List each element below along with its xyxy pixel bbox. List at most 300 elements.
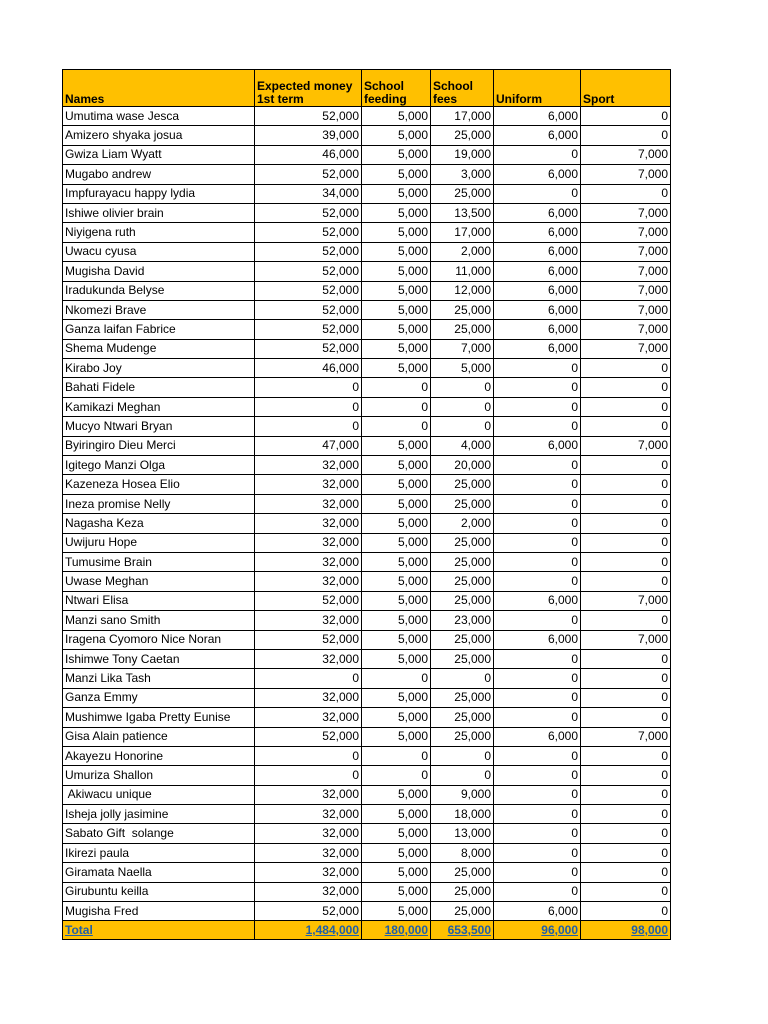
uniform-cell[interactable]: 6,000 [494, 281, 581, 300]
name-cell[interactable]: Umutima wase Jesca [63, 107, 255, 126]
sport-cell[interactable]: 0 [581, 475, 671, 494]
school-fees-cell[interactable]: 25,000 [431, 300, 494, 319]
school-feeding-cell[interactable]: 5,000 [362, 611, 431, 630]
table-row [63, 688, 671, 707]
expected-money-cell[interactable]: 32,000 [255, 533, 362, 552]
uniform-cell[interactable]: 0 [494, 824, 581, 843]
school-fees-cell[interactable]: 2,000 [431, 242, 494, 261]
name-cell[interactable]: Mugisha Fred [63, 902, 255, 921]
sport-cell[interactable]: 0 [581, 378, 671, 397]
school-fees-cell[interactable]: 18,000 [431, 805, 494, 824]
uniform-cell[interactable]: 6,000 [494, 165, 581, 184]
expected-money-cell[interactable]: 32,000 [255, 708, 362, 727]
name-cell[interactable]: Manzi sano Smith [63, 611, 255, 630]
name-cell[interactable]: Mucyo Ntwari Bryan [63, 417, 255, 436]
sport-cell[interactable]: 0 [581, 708, 671, 727]
sport-cell[interactable]: 7,000 [581, 591, 671, 610]
name-cell[interactable]: Ineza promise Nelly [63, 494, 255, 513]
sport-cell[interactable]: 7,000 [581, 281, 671, 300]
school-feeding-cell[interactable]: 5,000 [362, 494, 431, 513]
table-row [63, 494, 671, 513]
name-cell[interactable]: Kazeneza Hosea Elio [63, 475, 255, 494]
sport-cell[interactable]: 0 [581, 824, 671, 843]
total-fees-link[interactable]: 653,500 [447, 922, 491, 937]
expected-money-cell[interactable]: 52,000 [255, 320, 362, 339]
sport-cell[interactable]: 7,000 [581, 203, 671, 222]
name-cell[interactable]: Ikirezi paula [63, 843, 255, 862]
table-row [63, 107, 671, 126]
school-feeding-cell[interactable]: 5,000 [362, 785, 431, 804]
total-fees-cell[interactable] [431, 921, 494, 940]
school-fees-cell[interactable]: 23,000 [431, 611, 494, 630]
school-feeding-cell[interactable]: 5,000 [362, 514, 431, 533]
sport-cell[interactable]: 0 [581, 514, 671, 533]
uniform-cell[interactable]: 0 [494, 746, 581, 765]
name-cell[interactable]: Uwijuru Hope [63, 533, 255, 552]
uniform-cell[interactable]: 0 [494, 378, 581, 397]
header-school-feeding[interactable]: School feeding [362, 70, 431, 107]
school-feeding-cell[interactable]: 5,000 [362, 882, 431, 901]
table-row [63, 805, 671, 824]
header-row [63, 70, 671, 107]
sport-cell[interactable]: 0 [581, 397, 671, 416]
sport-cell[interactable]: 7,000 [581, 727, 671, 746]
expected-money-cell[interactable]: 52,000 [255, 902, 362, 921]
expected-money-cell[interactable]: 32,000 [255, 805, 362, 824]
sport-cell[interactable]: 0 [581, 611, 671, 630]
school-fees-cell[interactable]: 2,000 [431, 514, 494, 533]
name-cell[interactable]: Giramata Naella [63, 863, 255, 882]
table-row [63, 165, 671, 184]
header-names[interactable]: Names [63, 70, 255, 107]
name-cell[interactable]: Mugabo andrew [63, 165, 255, 184]
expected-money-cell[interactable]: 52,000 [255, 165, 362, 184]
name-cell[interactable]: Gwiza Liam Wyatt [63, 145, 255, 164]
expected-money-cell[interactable]: 34,000 [255, 184, 362, 203]
school-fees-cell[interactable]: 9,000 [431, 785, 494, 804]
school-feeding-cell[interactable]: 5,000 [362, 533, 431, 552]
expected-money-cell[interactable]: 52,000 [255, 223, 362, 242]
school-feeding-cell[interactable]: 5,000 [362, 300, 431, 319]
uniform-cell[interactable]: 0 [494, 649, 581, 668]
sport-cell[interactable]: 7,000 [581, 320, 671, 339]
spreadsheet-table [62, 69, 671, 940]
sport-cell[interactable]: 7,000 [581, 300, 671, 319]
school-fees-cell[interactable]: 25,000 [431, 320, 494, 339]
total-sport-cell[interactable] [581, 921, 671, 940]
school-fees-cell[interactable]: 25,000 [431, 475, 494, 494]
sport-cell[interactable]: 0 [581, 882, 671, 901]
expected-money-cell[interactable]: 32,000 [255, 824, 362, 843]
school-fees-cell[interactable]: 12,000 [431, 281, 494, 300]
uniform-cell[interactable]: 6,000 [494, 436, 581, 455]
expected-money-cell[interactable]: 32,000 [255, 863, 362, 882]
uniform-cell[interactable]: 6,000 [494, 902, 581, 921]
uniform-cell[interactable]: 6,000 [494, 320, 581, 339]
expected-money-cell[interactable]: 52,000 [255, 630, 362, 649]
sport-cell[interactable]: 0 [581, 107, 671, 126]
total-uniform-cell[interactable] [494, 921, 581, 940]
uniform-cell[interactable]: 0 [494, 882, 581, 901]
name-cell[interactable]: Byiringiro Dieu Merci [63, 436, 255, 455]
school-fees-cell[interactable]: 19,000 [431, 145, 494, 164]
school-feeding-cell[interactable]: 5,000 [362, 107, 431, 126]
name-cell[interactable]: Ganza laifan Fabrice [63, 320, 255, 339]
school-feeding-cell[interactable]: 5,000 [362, 708, 431, 727]
name-cell[interactable]: Uwase Meghan [63, 572, 255, 591]
table-row [63, 300, 671, 319]
school-feeding-cell[interactable]: 5,000 [362, 242, 431, 261]
school-feeding-cell[interactable]: 5,000 [362, 630, 431, 649]
sport-cell[interactable]: 7,000 [581, 436, 671, 455]
school-fees-cell[interactable]: 8,000 [431, 843, 494, 862]
expected-money-cell[interactable]: 32,000 [255, 572, 362, 591]
school-fees-cell[interactable]: 25,000 [431, 572, 494, 591]
uniform-cell[interactable]: 6,000 [494, 630, 581, 649]
name-cell[interactable]: Kamikazi Meghan [63, 397, 255, 416]
name-cell[interactable]: Nagasha Keza [63, 514, 255, 533]
table-row [63, 785, 671, 804]
school-fees-cell[interactable]: 25,000 [431, 727, 494, 746]
uniform-cell[interactable]: 0 [494, 785, 581, 804]
uniform-cell[interactable]: 0 [494, 708, 581, 727]
sport-cell[interactable]: 7,000 [581, 242, 671, 261]
expected-money-cell[interactable]: 32,000 [255, 456, 362, 475]
uniform-cell[interactable]: 0 [494, 456, 581, 475]
school-feeding-cell[interactable]: 5,000 [362, 223, 431, 242]
school-feeding-cell[interactable]: 5,000 [362, 281, 431, 300]
expected-money-cell[interactable]: 52,000 [255, 107, 362, 126]
table-row [63, 649, 671, 668]
school-feeding-cell[interactable]: 5,000 [362, 262, 431, 281]
school-fees-cell[interactable]: 4,000 [431, 436, 494, 455]
expected-money-cell[interactable]: 32,000 [255, 552, 362, 571]
uniform-cell[interactable]: 6,000 [494, 339, 581, 358]
header-row-group [63, 70, 671, 107]
school-fees-cell[interactable]: 25,000 [431, 126, 494, 145]
table-row [63, 572, 671, 591]
expected-money-cell[interactable]: 52,000 [255, 242, 362, 261]
school-feeding-cell[interactable]: 5,000 [362, 145, 431, 164]
uniform-cell[interactable]: 0 [494, 397, 581, 416]
uniform-cell[interactable]: 0 [494, 688, 581, 707]
uniform-cell[interactable]: 0 [494, 514, 581, 533]
school-fees-cell[interactable]: 25,000 [431, 533, 494, 552]
sport-cell[interactable]: 0 [581, 552, 671, 571]
sport-cell[interactable]: 0 [581, 785, 671, 804]
total-sport-link[interactable]: 98,000 [631, 922, 668, 937]
table-row [63, 630, 671, 649]
uniform-cell[interactable]: 6,000 [494, 591, 581, 610]
expected-money-cell[interactable]: 52,000 [255, 203, 362, 222]
table-row [63, 514, 671, 533]
uniform-cell[interactable]: 0 [494, 533, 581, 552]
table-row [63, 475, 671, 494]
uniform-cell[interactable]: 0 [494, 145, 581, 164]
uniform-cell[interactable]: 6,000 [494, 223, 581, 242]
school-fees-cell[interactable]: 25,000 [431, 688, 494, 707]
table-row [63, 397, 671, 416]
table-row [63, 863, 671, 882]
name-cell[interactable]: Iragena Cyomoro Nice Noran [63, 630, 255, 649]
school-feeding-cell[interactable]: 5,000 [362, 843, 431, 862]
school-feeding-cell[interactable]: 5,000 [362, 649, 431, 668]
sport-cell[interactable]: 0 [581, 359, 671, 378]
school-fees-cell[interactable]: 0 [431, 746, 494, 765]
school-feeding-cell[interactable]: 5,000 [362, 359, 431, 378]
table-row [63, 359, 671, 378]
name-cell[interactable]: Impfurayacu happy lydia [63, 184, 255, 203]
school-feeding-cell[interactable]: 5,000 [362, 727, 431, 746]
name-cell[interactable]: Niyigena ruth [63, 223, 255, 242]
school-fees-cell[interactable]: 25,000 [431, 882, 494, 901]
sport-cell[interactable]: 0 [581, 126, 671, 145]
totals-row-group [63, 921, 671, 940]
school-feeding-cell[interactable]: 5,000 [362, 552, 431, 571]
school-feeding-cell[interactable]: 5,000 [362, 902, 431, 921]
name-cell[interactable]: Gisa Alain patience [63, 727, 255, 746]
school-feeding-cell[interactable]: 0 [362, 669, 431, 688]
name-cell[interactable]: Ishimwe Tony Caetan [63, 649, 255, 668]
expected-money-cell[interactable]: 32,000 [255, 882, 362, 901]
expected-money-cell[interactable]: 0 [255, 746, 362, 765]
table-row [63, 242, 671, 261]
name-cell[interactable]: Kirabo Joy [63, 359, 255, 378]
expected-money-cell[interactable]: 46,000 [255, 359, 362, 378]
sport-cell[interactable]: 0 [581, 843, 671, 862]
uniform-cell[interactable]: 6,000 [494, 107, 581, 126]
school-feeding-cell[interactable]: 0 [362, 766, 431, 785]
total-expected-cell[interactable] [255, 921, 362, 940]
uniform-cell[interactable]: 0 [494, 494, 581, 513]
expected-money-cell[interactable]: 0 [255, 397, 362, 416]
expected-money-cell[interactable]: 0 [255, 378, 362, 397]
sport-cell[interactable]: 0 [581, 456, 671, 475]
sport-cell[interactable]: 0 [581, 746, 671, 765]
school-fees-cell[interactable]: 0 [431, 397, 494, 416]
expected-money-cell[interactable]: 47,000 [255, 436, 362, 455]
name-cell[interactable]: Ishiwe olivier brain [63, 203, 255, 222]
sport-cell[interactable]: 0 [581, 649, 671, 668]
table-row [63, 533, 671, 552]
name-cell[interactable]: Tumusime Brain [63, 552, 255, 571]
name-cell[interactable]: Iradukunda Belyse [63, 281, 255, 300]
school-feeding-cell[interactable]: 0 [362, 417, 431, 436]
uniform-cell[interactable]: 0 [494, 863, 581, 882]
school-fees-cell[interactable]: 0 [431, 417, 494, 436]
expected-money-cell[interactable]: 32,000 [255, 494, 362, 513]
sport-cell[interactable]: 0 [581, 494, 671, 513]
expected-money-cell[interactable]: 32,000 [255, 688, 362, 707]
expected-money-cell[interactable]: 52,000 [255, 300, 362, 319]
sport-cell[interactable]: 0 [581, 184, 671, 203]
uniform-cell[interactable]: 0 [494, 766, 581, 785]
table-row [63, 727, 671, 746]
sport-cell[interactable]: 0 [581, 533, 671, 552]
name-cell[interactable]: Manzi Lika Tash [63, 669, 255, 688]
sport-cell[interactable]: 7,000 [581, 262, 671, 281]
expected-money-cell[interactable]: 52,000 [255, 281, 362, 300]
name-cell[interactable]: Sabato Gift solange [63, 824, 255, 843]
school-feeding-cell[interactable]: 5,000 [362, 456, 431, 475]
school-fees-cell[interactable]: 25,000 [431, 630, 494, 649]
total-feeding-link[interactable]: 180,000 [384, 922, 428, 937]
name-cell[interactable]: Uwacu cyusa [63, 242, 255, 261]
school-fees-cell[interactable]: 7,000 [431, 339, 494, 358]
school-fees-cell[interactable]: 20,000 [431, 456, 494, 475]
school-fees-cell[interactable]: 11,000 [431, 262, 494, 281]
sport-cell[interactable]: 7,000 [581, 165, 671, 184]
school-fees-cell[interactable]: 13,500 [431, 203, 494, 222]
expected-money-cell[interactable]: 39,000 [255, 126, 362, 145]
school-fees-cell[interactable]: 0 [431, 669, 494, 688]
expected-money-cell[interactable]: 52,000 [255, 262, 362, 281]
uniform-cell[interactable]: 0 [494, 184, 581, 203]
sport-cell[interactable]: 0 [581, 669, 671, 688]
school-fees-cell[interactable]: 25,000 [431, 902, 494, 921]
name-cell[interactable]: Ganza Emmy [63, 688, 255, 707]
school-feeding-cell[interactable]: 5,000 [362, 475, 431, 494]
data-rows [63, 107, 671, 921]
school-feeding-cell[interactable]: 0 [362, 746, 431, 765]
uniform-cell[interactable]: 0 [494, 417, 581, 436]
school-feeding-cell[interactable]: 0 [362, 378, 431, 397]
total-label-cell[interactable] [63, 921, 255, 940]
school-feeding-cell[interactable]: 5,000 [362, 203, 431, 222]
sport-cell[interactable]: 0 [581, 688, 671, 707]
name-cell[interactable]: Umuriza Shallon [63, 766, 255, 785]
expected-money-cell[interactable]: 52,000 [255, 727, 362, 746]
expected-money-cell[interactable]: 0 [255, 766, 362, 785]
table-row [63, 378, 671, 397]
total-link[interactable]: Total [65, 922, 93, 937]
name-cell[interactable]: Igitego Manzi Olga [63, 456, 255, 475]
school-fees-cell[interactable]: 25,000 [431, 863, 494, 882]
uniform-cell[interactable]: 6,000 [494, 203, 581, 222]
expected-money-cell[interactable]: 32,000 [255, 785, 362, 804]
name-cell[interactable]: Mugisha David [63, 262, 255, 281]
expected-money-cell[interactable]: 52,000 [255, 591, 362, 610]
expected-money-cell[interactable]: 32,000 [255, 843, 362, 862]
expected-money-cell[interactable]: 46,000 [255, 145, 362, 164]
table-row [63, 262, 671, 281]
name-cell[interactable]: Nkomezi Brave [63, 300, 255, 319]
total-uniform-link[interactable]: 96,000 [541, 922, 578, 937]
sport-cell[interactable]: 0 [581, 572, 671, 591]
name-cell[interactable]: Amizero shyaka josua [63, 126, 255, 145]
sport-cell[interactable]: 0 [581, 766, 671, 785]
expected-money-cell[interactable]: 32,000 [255, 475, 362, 494]
sport-cell[interactable]: 7,000 [581, 339, 671, 358]
sport-cell[interactable]: 0 [581, 417, 671, 436]
header-sport[interactable]: Sport [581, 70, 671, 107]
uniform-cell[interactable]: 0 [494, 359, 581, 378]
school-feeding-cell[interactable]: 5,000 [362, 126, 431, 145]
sport-cell[interactable]: 7,000 [581, 145, 671, 164]
school-fees-cell[interactable]: 25,000 [431, 184, 494, 203]
expected-money-cell[interactable]: 32,000 [255, 514, 362, 533]
expected-money-cell[interactable]: 52,000 [255, 339, 362, 358]
expected-money-cell[interactable]: 0 [255, 417, 362, 436]
school-feeding-cell[interactable]: 5,000 [362, 436, 431, 455]
sport-cell[interactable]: 0 [581, 902, 671, 921]
uniform-cell[interactable]: 0 [494, 669, 581, 688]
uniform-cell[interactable]: 0 [494, 572, 581, 591]
uniform-cell[interactable]: 0 [494, 843, 581, 862]
sport-cell[interactable]: 0 [581, 805, 671, 824]
school-fees-cell[interactable]: 25,000 [431, 552, 494, 571]
sport-cell[interactable]: 7,000 [581, 630, 671, 649]
uniform-cell[interactable]: 6,000 [494, 300, 581, 319]
school-feeding-cell[interactable]: 5,000 [362, 688, 431, 707]
uniform-cell[interactable]: 0 [494, 475, 581, 494]
school-fees-cell[interactable]: 25,000 [431, 591, 494, 610]
school-feeding-cell[interactable]: 0 [362, 397, 431, 416]
header-uniform[interactable]: Uniform [494, 70, 581, 107]
name-cell[interactable]: Akayezu Honorine [63, 746, 255, 765]
sport-cell[interactable]: 7,000 [581, 223, 671, 242]
school-fees-cell[interactable]: 17,000 [431, 107, 494, 126]
uniform-cell[interactable]: 6,000 [494, 262, 581, 281]
table-row [63, 746, 671, 765]
school-fees-cell[interactable]: 17,000 [431, 223, 494, 242]
expected-money-cell[interactable]: 32,000 [255, 649, 362, 668]
school-feeding-cell[interactable]: 5,000 [362, 320, 431, 339]
school-fees-cell[interactable]: 25,000 [431, 494, 494, 513]
uniform-cell[interactable]: 6,000 [494, 126, 581, 145]
school-fees-cell[interactable]: 25,000 [431, 708, 494, 727]
school-fees-cell[interactable]: 25,000 [431, 649, 494, 668]
school-fees-cell[interactable]: 0 [431, 378, 494, 397]
uniform-cell[interactable]: 6,000 [494, 727, 581, 746]
name-cell[interactable]: Bahati Fidele [63, 378, 255, 397]
table-row [63, 436, 671, 455]
name-cell[interactable]: Shema Mudenge [63, 339, 255, 358]
school-feeding-cell[interactable]: 5,000 [362, 805, 431, 824]
school-feeding-cell[interactable]: 5,000 [362, 863, 431, 882]
school-feeding-cell[interactable]: 5,000 [362, 572, 431, 591]
table-row [63, 456, 671, 475]
uniform-cell[interactable]: 6,000 [494, 242, 581, 261]
name-cell[interactable]: Isheja jolly jasimine [63, 805, 255, 824]
school-fees-cell[interactable]: 5,000 [431, 359, 494, 378]
uniform-cell[interactable]: 0 [494, 552, 581, 571]
header-expected-money[interactable]: Expected money 1st term [255, 70, 362, 107]
table-row [63, 824, 671, 843]
name-cell[interactable]: Girubuntu keilla [63, 882, 255, 901]
name-cell[interactable]: Akiwacu unique [63, 785, 255, 804]
total-feeding-cell[interactable] [362, 921, 431, 940]
header-school-fees[interactable]: School fees [431, 70, 494, 107]
school-feeding-cell[interactable]: 5,000 [362, 824, 431, 843]
school-fees-cell[interactable]: 0 [431, 766, 494, 785]
total-expected-link[interactable]: 1,484,000 [305, 922, 359, 937]
uniform-cell[interactable]: 0 [494, 805, 581, 824]
sport-cell[interactable]: 0 [581, 863, 671, 882]
table-row [63, 552, 671, 571]
school-fees-cell[interactable]: 3,000 [431, 165, 494, 184]
name-cell[interactable]: Ntwari Elisa [63, 591, 255, 610]
school-feeding-cell[interactable]: 5,000 [362, 339, 431, 358]
school-feeding-cell[interactable]: 5,000 [362, 165, 431, 184]
school-feeding-cell[interactable]: 5,000 [362, 184, 431, 203]
expected-money-cell[interactable]: 32,000 [255, 611, 362, 630]
uniform-cell[interactable]: 0 [494, 611, 581, 630]
school-feeding-cell[interactable]: 5,000 [362, 591, 431, 610]
school-fees-cell[interactable]: 13,000 [431, 824, 494, 843]
expected-money-cell[interactable]: 0 [255, 669, 362, 688]
name-cell[interactable]: Mushimwe Igaba Pretty Eunise [63, 708, 255, 727]
